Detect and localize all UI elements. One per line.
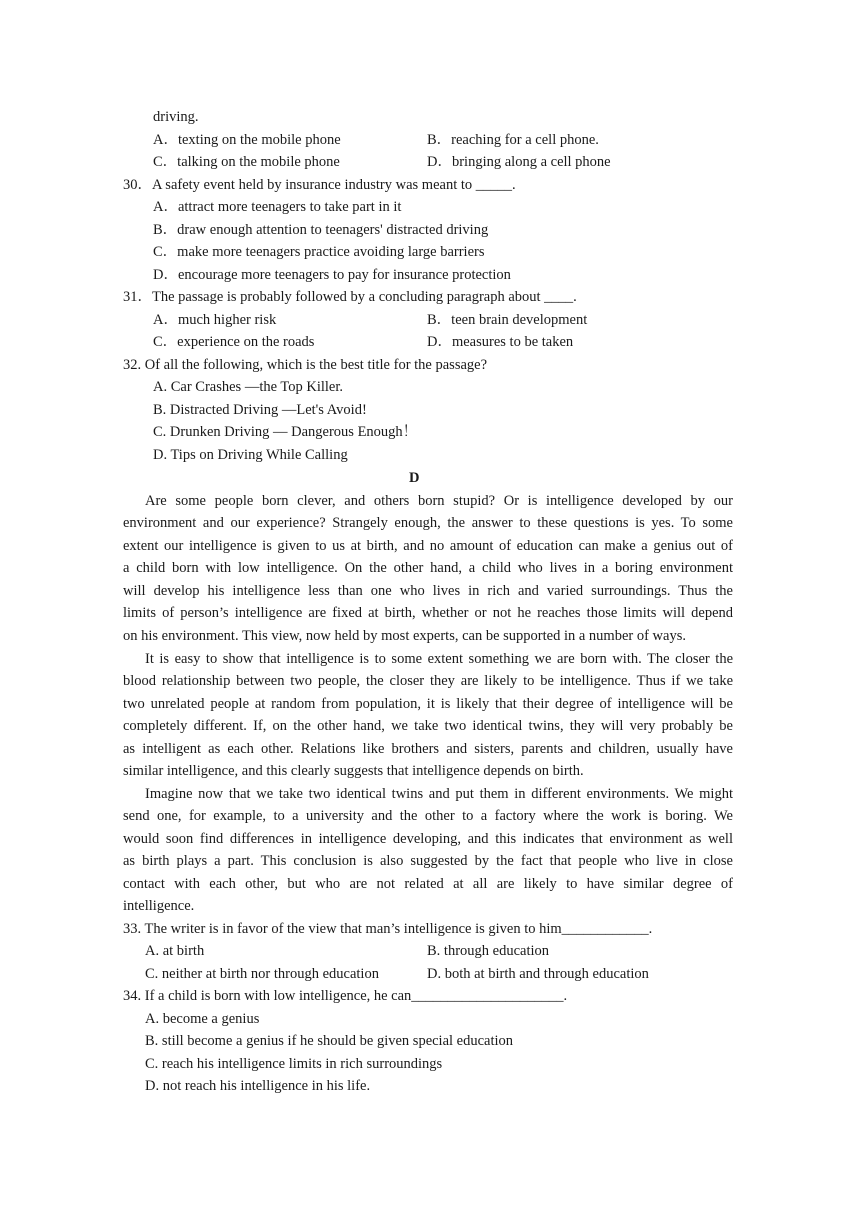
question-31-option-c: C．experience on the roads	[153, 334, 315, 350]
question-30-option-c: C．make more teenagers practice avoiding large barriers	[153, 244, 485, 260]
question-31-option-d: D．measures to be taken	[427, 334, 574, 350]
question-30-stem: 30．A safety event held by insurance industry was meant to _____.	[123, 177, 516, 193]
question-34-option-d: D. not reach his intelligence in his life.	[145, 1078, 371, 1094]
question-30-option-a: A．attract more teenagers to take part in it	[153, 199, 402, 215]
passage-p2-line: two unrelated people at random from population, it is likely that their degree of intelligence will be	[123, 696, 733, 712]
passage-p2-line: similar intelligence, and this clearly suggests that intelligence depends on birth.	[123, 763, 584, 779]
question-29-option-a: A．texting on the mobile phone	[153, 132, 341, 148]
passage-p3-line: contact with each other, but who are not related at all are likely to have similar degree of	[123, 876, 733, 892]
passage-p3-line: send one, for example, to a university and the other to a factory where the work is boring. We	[123, 808, 733, 824]
question-32-option-c: C. Drunken Driving — Dangerous Enough！	[153, 424, 418, 440]
passage-p1-line: Are some people born clever, and others born stupid? Or is intelligence developed by our	[145, 493, 733, 509]
question-29-stem-tail: driving.	[153, 109, 199, 125]
question-32-option-a: A. Car Crashes —the Top Killer.	[153, 379, 344, 395]
passage-p1-line: environment and our experience? Strangely enough, the answer to these questions is yes. To some	[123, 515, 733, 531]
passage-p1-line: limits of person’s intelligence are fixed at birth, whether or not he reaches those limits will depend	[123, 605, 733, 621]
passage-p2-line: completely different. If, on the other hand, we take two identical twins, they will very probably be	[123, 718, 733, 734]
passage-p1-line: will develop his intelligence less than one who lives in rich and varied surroundings. Thus the	[123, 583, 733, 599]
question-33-option-b: B. through education	[427, 943, 550, 959]
question-29-option-c: C．talking on the mobile phone	[153, 154, 340, 170]
section-d-heading: D	[409, 470, 420, 486]
question-32-option-b: B. Distracted Driving —Let's Avoid!	[153, 402, 367, 418]
question-30-option-b: B．draw enough attention to teenagers' distracted driving	[153, 222, 489, 238]
passage-p3-line: as birth plays a part. This conclusion is also suggested by the fact that people who live in close	[123, 853, 733, 869]
question-34-option-c: C. reach his intelligence limits in rich surroundings	[145, 1056, 443, 1072]
question-31-stem: 31．The passage is probably followed by a concluding paragraph about ____.	[123, 289, 577, 305]
question-31-option-a: A．much higher risk	[153, 312, 277, 328]
question-30-option-d: D．encourage more teenagers to pay for insurance protection	[153, 267, 511, 283]
question-29-option-b: B．reaching for a cell phone.	[427, 132, 599, 148]
passage-p1-line: on his environment. This view, now held by most experts, can be supported in a number of ways.	[123, 628, 686, 644]
question-31-option-b: B．teen brain development	[427, 312, 588, 328]
passage-p2-line: as intelligent as each other. Relations like brothers and sisters, parents and children, usually have	[123, 741, 733, 757]
question-32-stem: 32. Of all the following, which is the best title for the passage?	[123, 357, 488, 373]
passage-p3-line: intelligence.	[123, 898, 195, 914]
question-33-stem: 33. The writer is in favor of the view that man’s intelligence is given to him____________.	[123, 921, 653, 937]
question-34-option-b: B. still become a genius if he should be given special education	[145, 1033, 514, 1049]
passage-p1-line: extent our intelligence is given to us at birth, and no amount of education can make a genius out of	[123, 538, 733, 554]
passage-p3-line: Imagine now that we take two identical twins and put them in different environments. We might	[145, 786, 733, 802]
question-29-option-d: D．bringing along a cell phone	[427, 154, 611, 170]
passage-p3-line: would soon find differences in intelligence developing, and this indicates that environment as well	[123, 831, 733, 847]
question-33-option-d: D. both at birth and through education	[427, 966, 649, 982]
passage-p2-line: blood relationship between two people, the closer they are likely to be intelligence. Thus if we take	[123, 673, 733, 689]
passage-p1-line: a child born with low intelligence. On the other hand, a child who lives in a boring environment	[123, 560, 733, 576]
question-34-option-a: A. become a genius	[145, 1011, 260, 1027]
question-34-stem: 34. If a child is born with low intelligence, he can_____________________.	[123, 988, 568, 1004]
question-32-option-d: D. Tips on Driving While Calling	[153, 447, 348, 463]
question-33-option-c: C. neither at birth nor through education	[145, 966, 379, 982]
passage-p2-line: It is easy to show that intelligence is to some extent something we are born with. The closer the	[145, 651, 733, 667]
question-33-option-a: A. at birth	[145, 943, 205, 959]
